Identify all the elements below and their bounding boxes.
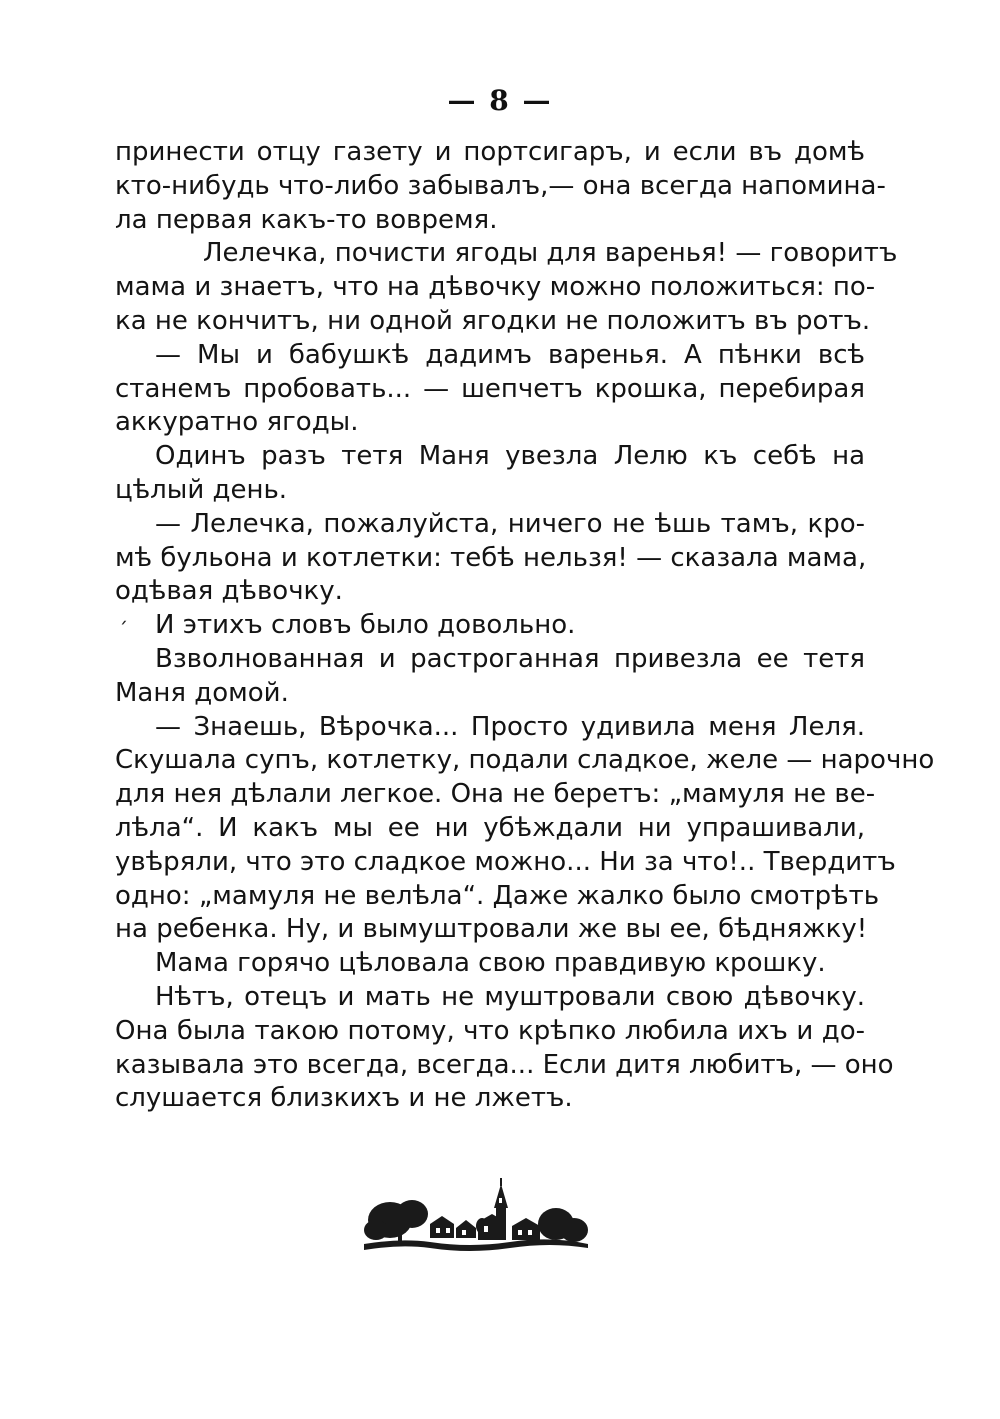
body-text (115, 136, 935, 1116)
text-line: слушается близкихъ и не лжетъ. (115, 1083, 573, 1114)
text-line: Скушала супъ, котлетку, подали сладкое, желе — нарочно (115, 745, 935, 776)
text-line: аккуратно ягоды. (115, 407, 359, 438)
text-line: одно: „мамуля не велѣла“. Даже жалко было смотрѣть (115, 880, 880, 911)
text-line: Маня домой. (115, 677, 289, 708)
text-line: Нѣтъ, отецъ и мать не муштровали свою дѣвочку. (155, 981, 865, 1012)
stray-print-mark: ˊ (118, 618, 128, 642)
text-line: кто-нибудь что-либо забывалъ,— она всегда напомина- (115, 170, 886, 201)
text-line: станемъ пробовать... — шепчетъ крошка, перебирая (115, 373, 865, 404)
text-line: ла первая какъ-то вовремя. (115, 204, 498, 235)
text-line: одѣвая дѣвочку. (115, 576, 343, 607)
text-line: — Мы и бабушкѣ дадимъ варенья. А пѣнки всѣ (155, 339, 865, 370)
text-line: И этихъ словъ было довольно. (155, 610, 576, 641)
text-line: — Знаешь, Вѣрочка... Просто удивила меня Леля. (155, 711, 865, 742)
text-line: лѣла“. И какъ мы ее ни убѣждали ни упрашивали, (115, 812, 865, 843)
text-line: казывала это всегда, всегда... Если дитя любитъ, — оно (115, 1049, 894, 1080)
text-line: Мама горячо цѣловала свою правдивую крошку. (155, 948, 826, 979)
text-line: принести отцу газету и портсигаръ, и если въ домѣ (115, 137, 865, 167)
text-line: увѣряли, что это сладкое можно... Ни за что!.. Твердитъ (115, 846, 896, 877)
text-line: ка не кончитъ, ни одной ягодки не положитъ въ ротъ. (115, 305, 871, 336)
text-line: Одинъ разъ тетя Маня увезла Лелю къ себѣ на (155, 441, 865, 472)
text-line: мѣ бульона и котлетки: тебѣ нельзя! — сказала мама, (115, 542, 867, 573)
text-line: Взволнованная и растроганная привезла ее тетя (155, 643, 865, 674)
page-number: — 8 — (447, 84, 553, 117)
text-line: Она была такою потому, что крѣпко любила ихъ и до- (115, 1015, 865, 1046)
text-line: на ребенка. Ну, и вымуштровали же вы ее, бѣдняжку! (115, 914, 868, 945)
village-vignette-icon (360, 1178, 592, 1258)
text-line: мама и знаетъ, что на дѣвочку можно положиться: по- (115, 272, 876, 303)
text-line: для нея дѣлали легкое. Она не беретъ: „мамуля не ве- (115, 779, 876, 810)
text-line: цѣлый день. (115, 474, 288, 505)
text-line: Лелечка, почисти ягоды для варенья! — говоритъ (203, 238, 898, 269)
text-line: — Лелечка, пожалуйста, ничего не ѣшь тамъ, кро- (155, 508, 865, 539)
